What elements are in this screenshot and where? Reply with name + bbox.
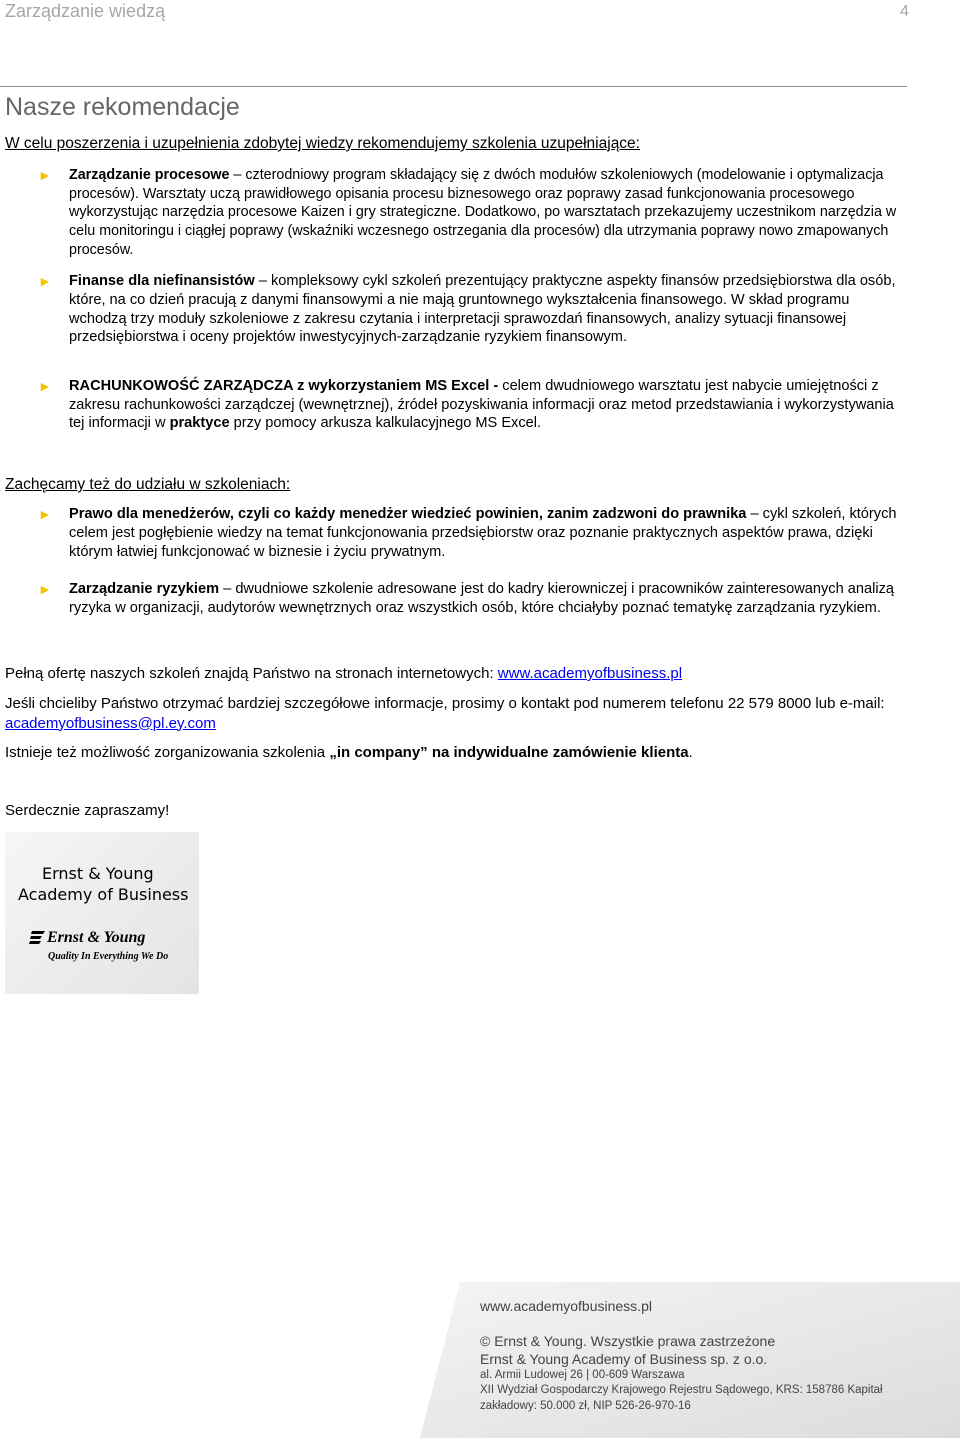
footer-capital: zakładowy: 50.000 zł, NIP 526-26-970-16 xyxy=(480,1400,691,1412)
incompany-paragraph: Istnieje też możliwość zorganizowania szkolenia „in company” na indywidualne zamówienie klienta. xyxy=(5,744,693,761)
bullet-arrow-icon: ► xyxy=(38,167,52,183)
footer-registry: XII Wydział Gospodarczy Krajowego Rejestru Sądowego, KRS: 158786 Kapitał xyxy=(480,1384,883,1396)
ey-brand-name: Ernst & Young xyxy=(47,929,146,946)
bullet-arrow-icon: ► xyxy=(38,273,52,289)
recommendation-item: ► Zarządzanie procesowe – czterodniowy program składający się z dwóch modułów szkoleniowych (modelowanie i optymalizacja procesów). Warsztaty uczą prawidłowego opisania procesu biznesowego oraz poprawy zasad funkcjonowania procesowego wykorzystując narzędzia procesowe Kaizen i gry strategiczne. Dodatkowo, po warsztatach przekazujemy uczestnikom narzędzia w celu monitoringu i ciągłej poprawy (wskaźniki wczesnego ostrzegania dla procesów) dla utrzymania poprawy nowo zmapowanych procesów. xyxy=(38,167,897,258)
footer-copyright: © Ernst & Young. Wszystkie prawa zastrzeżone xyxy=(480,1333,776,1349)
header-divider xyxy=(0,86,907,87)
page-number: 4 xyxy=(900,3,909,20)
section-heading: Nasze rekomendacje xyxy=(5,93,240,121)
encouraged-item: ► Prawo dla menedżerów, czyli co każdy menedżer wiedzieć powinien, zanim zadzwoni do prawnika – cykl szkoleń, których celem jest pogłębienie wiedzy na temat funkcjonowania przedsiębiorstw oraz poznanie praktycznych aspektów prawa, dzięki którym łatwiej funkcjonować w biznesie i życiu prywatnym. xyxy=(38,506,897,560)
offer-paragraph: Pełną ofertę naszych szkoleń znajdą Państwo na stronach internetowych: www.academyofbusiness.pl xyxy=(5,665,683,682)
recommendation-text: kompleksowy cykl szkoleń prezentujący praktyczne aspekty finansów przedsiębiorstwa dla osób, które, na co dzień pracują z danymi finansowymi a nie mają gruntownego wykształcenia finansowego. W skład programu wchodzą trzy moduły szkoleniowe z zakresu czytania i interpretacji sprawozdań finansowych, analizy sytuacji finansowej przedsiębiorstwa i oceny projektów inwestycyjnych-zarządzanie ryzykiem finansowym. xyxy=(69,273,896,346)
closing-text: Serdecznie zapraszamy! xyxy=(5,802,170,819)
email-link[interactable]: academyofbusiness@pl.ey.com xyxy=(5,714,216,732)
header-title: Zarządzanie wiedzą xyxy=(5,1,166,21)
footer-company: Ernst & Young Academy of Business sp. z o.o. xyxy=(480,1351,768,1367)
contact-paragraph: Jeśli chcieliby Państwo otrzymać bardziej szczegółowe informacje, prosimy o kontakt pod numerem telefonu 22 579 8000 lub e-mail: academyofbusiness@pl.ey.com xyxy=(5,695,885,732)
recommendation-item: ► RACHUNKOWOŚĆ ZARZĄDCZA z wykorzystaniem MS Excel - celem dwudniowego warsztatu jest nabycie umiejętności z zakresu rachunkowości zarządczej (wewnętrznej), źródeł pozyskiwania informacji oraz metod przedstawiania i wykorzystywania tej informacji w praktyce przy pomocy arkusza kalkulacyjnego MS Excel. xyxy=(38,378,894,432)
copyright-icon: © xyxy=(480,1333,491,1349)
encouraged-item: ► Zarządzanie ryzykiem – dwudniowe szkolenie adresowane jest do kadry kierowniczej i pracowników zainteresowanych analizą ryzyka w organizacji, audytorów wewnętrznych oraz wszystkich osób, które chciałyby poznać tematykę zarządzania ryzykiem. xyxy=(38,581,894,616)
footer-website: www.academyofbusiness.pl xyxy=(480,1298,652,1314)
encouraged-title: Prawo dla menedżerów, czyli co każdy menedżer wiedzieć powinien, zanim zadzwoni do prawnika xyxy=(69,506,747,522)
ey-logo-icon xyxy=(29,931,45,946)
bullet-arrow-icon: ► xyxy=(38,581,52,597)
logo-line-2: Academy of Business xyxy=(18,885,189,904)
logo-line-1: Ernst & Young xyxy=(42,864,154,883)
footer-address: al. Armii Ludowej 26 | 00-609 Warszawa xyxy=(480,1369,685,1381)
recommendation-text: celem dwudniowego warsztatu jest nabycie umiejętności z zakresu rachunkowości zarządczej (wewnętrznej), źródeł pozyskiwania informacji oraz metod przedstawiania i wykorzystywania tej informacji w xyxy=(69,378,894,432)
recommendation-title: Finanse dla niefinansistów xyxy=(69,273,255,289)
encouraged-text: cykl szkoleń, których celem jest pogłębienie wiedzy na temat funkcjonowania przedsiębiorstw oraz poznanie praktycznych aspektów prawa, dzięki którym łatwiej funkcjonować w biznesie i życiu prywatnym. xyxy=(69,506,897,560)
recommendation-title: RACHUNKOWOŚĆ ZARZĄDCZA z wykorzystaniem MS Excel - xyxy=(69,378,499,394)
bullet-arrow-icon: ► xyxy=(38,506,52,522)
bullet-arrow-icon: ► xyxy=(38,378,52,394)
encouraged-text: dwudniowe szkolenie adresowane jest do kadry kierowniczej i pracowników zainteresowanych analizą ryzyka w organizacji, audytorów wewnętrznych oraz wszystkich osób, które chciałyby poznać tematykę zarządzania ryzykiem. xyxy=(69,581,894,616)
academy-logo xyxy=(5,832,199,994)
intro-text: W celu poszerzenia i uzupełnienia zdobytej wiedzy rekomendujemy szkolenia uzupełniające: xyxy=(5,135,640,152)
recommendation-title: Zarządzanie procesowe xyxy=(69,167,230,183)
recommendation-text: czterodniowy program składający się z dwóch modułów szkoleniowych (modelowanie i optymalizacja procesów). Warsztaty uczą prawidłowego opisania procesu biznesowego oraz poprawy zasad funkcjonowania procesowego wykorzystując narzędzia procesowe Kaizen i gry strategiczne. Dodatkowo, po warsztatach przekazujemy uczestnikom narzędzia w celu monitoringu i ciągłej poprawy (wskaźniki wczesnego ostrzegania dla procesów) dla utrzymania poprawy nowo zmapowanych procesów. xyxy=(69,167,897,258)
encouraged-title: Zarządzanie ryzykiem xyxy=(69,581,220,597)
ey-tagline: Quality In Everything We Do xyxy=(48,951,169,962)
recommendation-item: ► Finanse dla niefinansistów – kompleksowy cykl szkoleń prezentujący praktyczne aspekty finansów przedsiębiorstwa dla osób, które, na co dzień pracują z danymi finansowymi a nie mają gruntownego wykształcenia finansowego. W skład programu wchodzą trzy moduły szkoleniowe z zakresu czytania i interpretacji sprawozdań finansowych, analizy sytuacji finansowej przedsiębiorstwa i oceny projektów inwestycyjnych-zarządzanie ryzykiem finansowym. xyxy=(38,273,896,346)
website-link[interactable]: www.academyofbusiness.pl xyxy=(497,665,683,682)
encourage-heading: Zachęcamy też do udziału w szkoleniach: xyxy=(5,476,291,493)
